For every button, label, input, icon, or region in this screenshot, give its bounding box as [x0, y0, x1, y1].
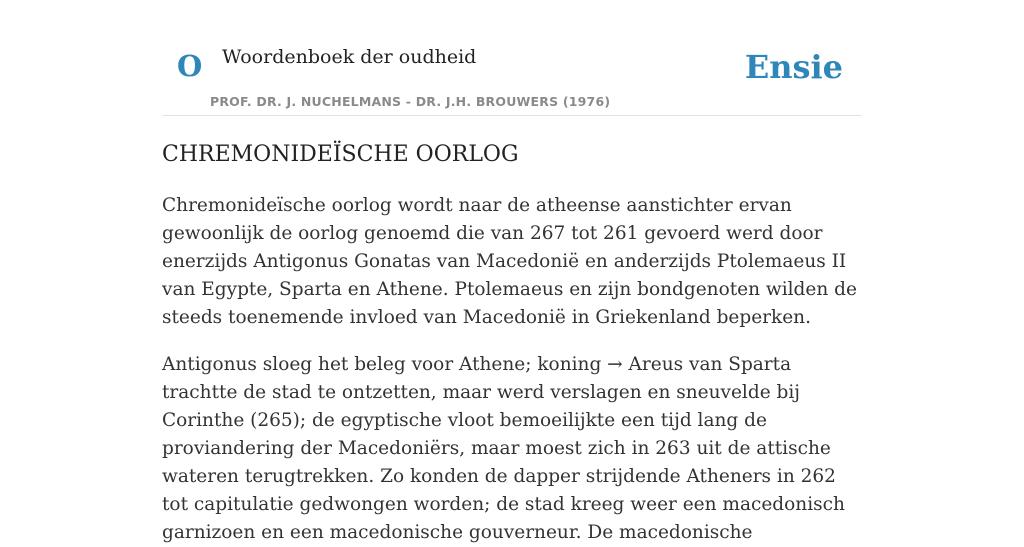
entry-title: CHREMONIDEÏSCHE OORLOG	[162, 142, 519, 167]
entry-body	[162, 192, 862, 547]
book-header	[162, 0, 862, 116]
entry-paragraph: Antigonus sloeg het beleg voor Athene; koning → Areus van Sparta trachtte de stad te ontzetten, maar werd verslagen en sneuvelde bij Corinthe (265); de egyptische vloot bemoeilijkte een tijd lang de proviandering der Macedoniërs, maar moest zich in 263 uit de attische wateren terugtrekken. Zo konden de dapper strijdende Atheners in 262 tot capitulatie gedwongen worden; de stad kreeg weer een macedonisch garnizoen en een macedonische gouverneur. De macedonische	[162, 354, 845, 544]
entry-paragraph: Chremonideïsche oorlog wordt naar de atheense aanstichter ervan gewoonlijk de oorlog genoemd die van 267 tot 261 gevoerd werd door enerzijds Antigonus Gonatas van Macedonië en anderzijds Ptolemaeus II van Egypte, Sparta en Athene. Ptolemaeus en zijn bondgenoten wilden de steeds toenemende invloed van Macedonië in Griekenland beperken.	[162, 195, 857, 329]
book-authors: PROF. DR. J. NUCHELMANS - DR. J.H. BROUWERS (1976)	[210, 94, 611, 109]
index-letter[interactable]: O	[177, 49, 203, 83]
brand-logo[interactable]: Ensie	[744, 48, 843, 86]
page	[162, 0, 862, 547]
book-title[interactable]: Woordenboek der oudheid	[222, 46, 477, 68]
